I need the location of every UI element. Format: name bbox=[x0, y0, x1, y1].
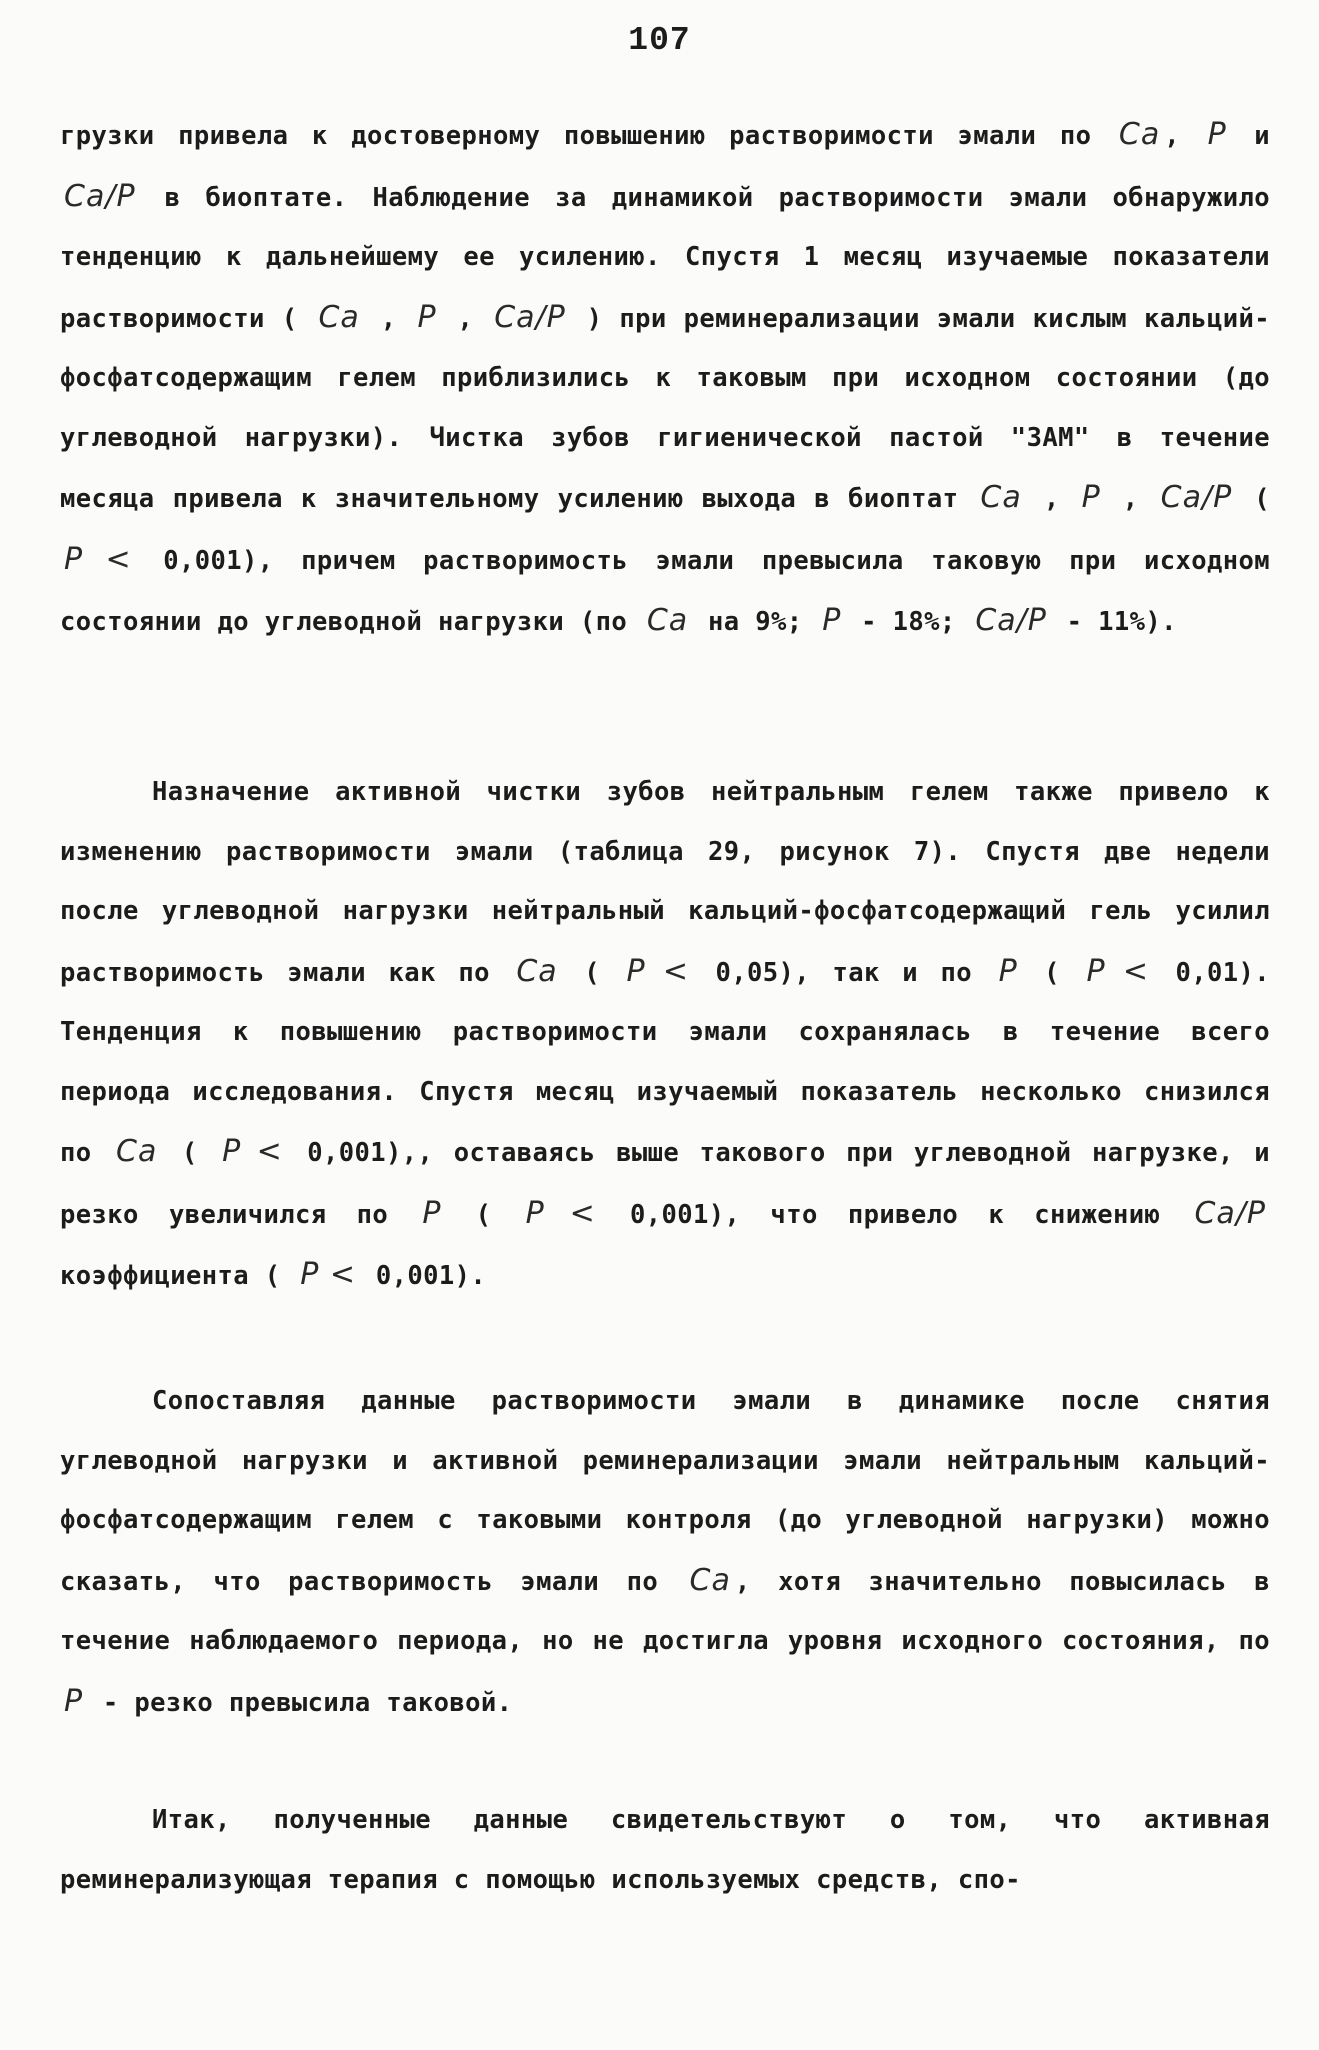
typed-text: коэффициента ( bbox=[60, 1261, 297, 1291]
handwritten-symbol: P < bbox=[626, 953, 689, 989]
typed-text: - 11%). bbox=[1050, 607, 1177, 637]
handwritten-symbol: Ca bbox=[646, 603, 689, 638]
typed-text: ( bbox=[1236, 484, 1270, 514]
handwritten-symbol: P bbox=[422, 1195, 442, 1231]
handwritten-symbol: Ca bbox=[516, 953, 558, 989]
typed-text: в биоптате. Наблюдение за динамикой растворимости эмали обнаружило тенденцию к дальнейшему ее усилению. Спустя 1 месяц изучаемые показатели растворимости ( bbox=[60, 182, 1270, 334]
handwritten-symbol: Ca/P bbox=[975, 603, 1047, 638]
handwritten-symbol: P bbox=[1081, 480, 1101, 515]
handwritten-symbol: P < bbox=[525, 1195, 596, 1231]
handwritten-symbol: Ca bbox=[116, 1134, 158, 1169]
handwritten-symbol: P bbox=[417, 299, 437, 335]
typed-text: , bbox=[440, 303, 491, 334]
handwritten-symbol: Ca bbox=[318, 299, 360, 335]
typed-text: - 18%; bbox=[845, 607, 972, 637]
paragraph bbox=[60, 105, 1270, 653]
handwritten-symbol: P bbox=[998, 953, 1018, 989]
typed-text: , bbox=[1104, 484, 1157, 514]
handwritten-symbol: Ca bbox=[689, 1562, 731, 1598]
typed-text: Назначение активной чистки зубов нейтральным гелем также привело к изменению растворимости эмали (таблица 29, рисунок 7). Спустя две недели после углеводной нагрузки нейтральный кальций-фосфатсодержащий гель усилил растворимость эмали как по bbox=[60, 777, 1270, 988]
typed-text: - резко превысила таковой. bbox=[87, 1687, 513, 1718]
typed-text: ) при реминерализации эмали кислым кальций-фосфатсодержащим гелем приблизились к таковым при исходном состоянии (до углеводной нагрузки). Чистка зубов гигиенической пастой "ЗАМ" в течение месяца привела к значительному усилению выхода в биоптат bbox=[60, 303, 1270, 514]
handwritten-symbol: P bbox=[1207, 117, 1227, 152]
typed-text: , хотя значительно повысилась в течение наблюдаемого периода, но не достигла уровня исходного состояния, по bbox=[60, 1566, 1270, 1656]
typed-text: 0,001), что привело к снижению bbox=[599, 1199, 1191, 1230]
paragraph bbox=[60, 1372, 1270, 1733]
typed-text: , bbox=[363, 303, 414, 334]
typed-text: Итак, полученные данные свидетельствуют о том, что активная реминерализующая терапия с помощью используемых средств, спо- bbox=[60, 1805, 1270, 1895]
typed-text: ( bbox=[561, 957, 623, 988]
typed-text: грузки привела к достоверному повышению растворимости эмали по bbox=[60, 121, 1115, 151]
handwritten-symbol: Ca bbox=[980, 480, 1022, 515]
handwritten-symbol: Ca/P bbox=[1194, 1195, 1267, 1231]
typed-text: 0,001),, оставаясь выше такового при углеводной нагрузке, и резко увеличился по bbox=[60, 1138, 1271, 1230]
handwritten-symbol: P < bbox=[300, 1257, 357, 1292]
typed-text: ( bbox=[445, 1199, 522, 1230]
typed-text: , bbox=[1164, 121, 1204, 151]
handwritten-symbol: Ca/P bbox=[494, 299, 566, 335]
typed-text: и bbox=[1230, 121, 1270, 151]
paragraph bbox=[60, 763, 1270, 1307]
handwritten-symbol: P bbox=[822, 603, 842, 638]
handwritten-symbol: Ca bbox=[1118, 117, 1161, 152]
handwritten-symbol: Ca/P bbox=[1160, 480, 1233, 515]
typed-text: ( bbox=[1021, 957, 1083, 988]
handwritten-symbol: Ca/P bbox=[64, 178, 136, 214]
typed-text: на 9%; bbox=[692, 607, 819, 637]
typed-text: Сопоставляя данные растворимости эмали в динамике после снятия углеводной нагрузки и активной реминерализации эмали нейтральным кальций-фосфатсодержащим гелем с таковыми контроля (до углеводной нагрузки) можно сказать, что растворимость эмали по bbox=[60, 1386, 1270, 1597]
typed-text: , bbox=[1025, 484, 1078, 514]
typed-text: 0,05), так и по bbox=[693, 957, 995, 988]
handwritten-symbol: P < bbox=[64, 541, 132, 577]
typed-text: 0,01). Тенденция к повышению растворимости эмали сохранялась в течение всего периода исследования. Спустя месяц изучаемый показатель несколько снизился по bbox=[60, 957, 1271, 1168]
handwritten-symbol: P < bbox=[1086, 953, 1149, 989]
typed-text: 0,001), причем растворимость эмали превысила таковую при исходном состоянии до углеводной нагрузки (по bbox=[60, 545, 1270, 637]
typed-text: ( bbox=[161, 1138, 219, 1168]
page-number: 107 bbox=[628, 22, 691, 59]
handwritten-symbol: P < bbox=[222, 1134, 283, 1169]
handwritten-symbol: P bbox=[64, 1683, 84, 1719]
paragraph bbox=[60, 1791, 1270, 1910]
typed-text: 0,001). bbox=[360, 1261, 487, 1291]
